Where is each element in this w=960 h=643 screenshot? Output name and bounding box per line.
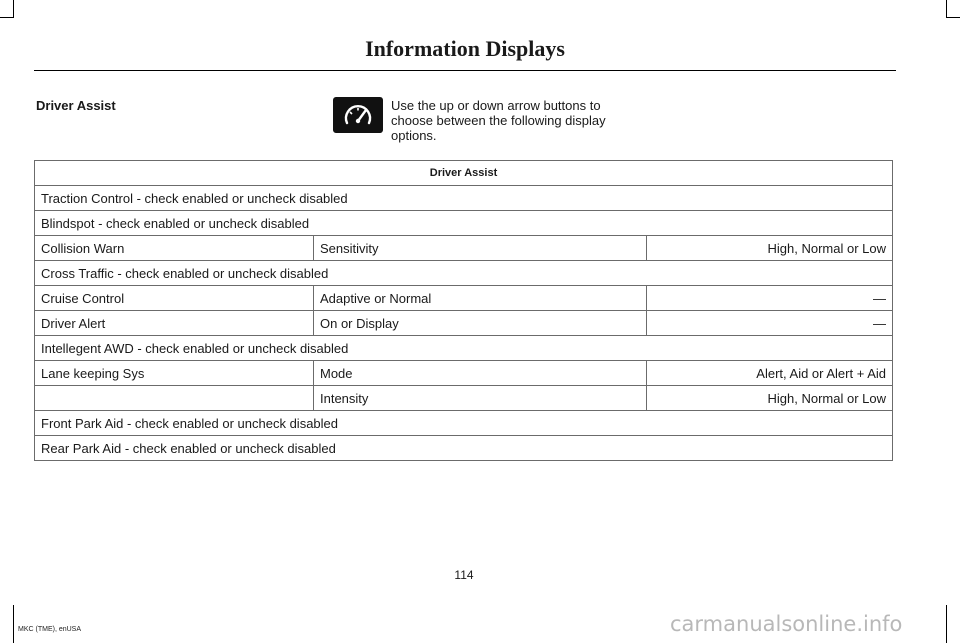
table-row bbox=[35, 236, 893, 261]
setting-cell: Mode bbox=[314, 361, 647, 386]
crop-mark bbox=[13, 605, 14, 643]
value-cell: — bbox=[647, 311, 893, 336]
table-row bbox=[35, 186, 893, 211]
watermark: carmanualsonline.info bbox=[670, 612, 903, 636]
document-code: MKC (TME), enUSA bbox=[18, 626, 82, 633]
table-row bbox=[35, 436, 893, 461]
value-cell: High, Normal or Low bbox=[647, 236, 893, 261]
option-cell: Traction Control - check enabled or uncheck disabled bbox=[35, 186, 893, 211]
section-heading: Driver Assist bbox=[36, 98, 116, 113]
item-cell: Driver Alert bbox=[35, 311, 314, 336]
page-number: 114 bbox=[454, 568, 474, 582]
table-header-row bbox=[35, 161, 893, 186]
item-cell: Collision Warn bbox=[35, 236, 314, 261]
driver-assist-table bbox=[34, 160, 893, 461]
crop-mark bbox=[946, 17, 960, 18]
speedometer-icon bbox=[333, 97, 383, 133]
value-cell: Alert, Aid or Alert + Aid bbox=[647, 361, 893, 386]
crop-mark bbox=[946, 605, 947, 643]
instructions-text: Use the up or down arrow buttons to choose between the following display options. bbox=[391, 98, 606, 143]
option-cell: Rear Park Aid - check enabled or uncheck disabled bbox=[35, 436, 893, 461]
option-cell: Blindspot - check enabled or uncheck disabled bbox=[35, 211, 893, 236]
option-cell: Intellegent AWD - check enabled or uncheck disabled bbox=[35, 336, 893, 361]
setting-cell: Intensity bbox=[314, 386, 647, 411]
item-cell: Cruise Control bbox=[35, 286, 314, 311]
page-title: Information Displays bbox=[365, 36, 565, 61]
crop-mark bbox=[0, 17, 14, 18]
table-caption: Driver Assist bbox=[35, 161, 893, 186]
setting-cell: On or Display bbox=[314, 311, 647, 336]
table-row bbox=[35, 386, 893, 411]
value-cell: — bbox=[647, 286, 893, 311]
table-body bbox=[35, 186, 893, 461]
table-row bbox=[35, 286, 893, 311]
crop-mark bbox=[946, 0, 947, 18]
table-row bbox=[35, 336, 893, 361]
option-cell: Cross Traffic - check enabled or uncheck disabled bbox=[35, 261, 893, 286]
table-row bbox=[35, 311, 893, 336]
setting-cell: Sensitivity bbox=[314, 236, 647, 261]
value-cell: High, Normal or Low bbox=[647, 386, 893, 411]
crop-mark bbox=[13, 0, 14, 18]
table-row bbox=[35, 361, 893, 386]
setting-cell: Adaptive or Normal bbox=[314, 286, 647, 311]
table-row bbox=[35, 261, 893, 286]
header-rule bbox=[34, 70, 896, 71]
item-cell bbox=[35, 386, 314, 411]
option-cell: Front Park Aid - check enabled or uncheck disabled bbox=[35, 411, 893, 436]
table-row bbox=[35, 211, 893, 236]
item-cell: Lane keeping Sys bbox=[35, 361, 314, 386]
table-row bbox=[35, 411, 893, 436]
